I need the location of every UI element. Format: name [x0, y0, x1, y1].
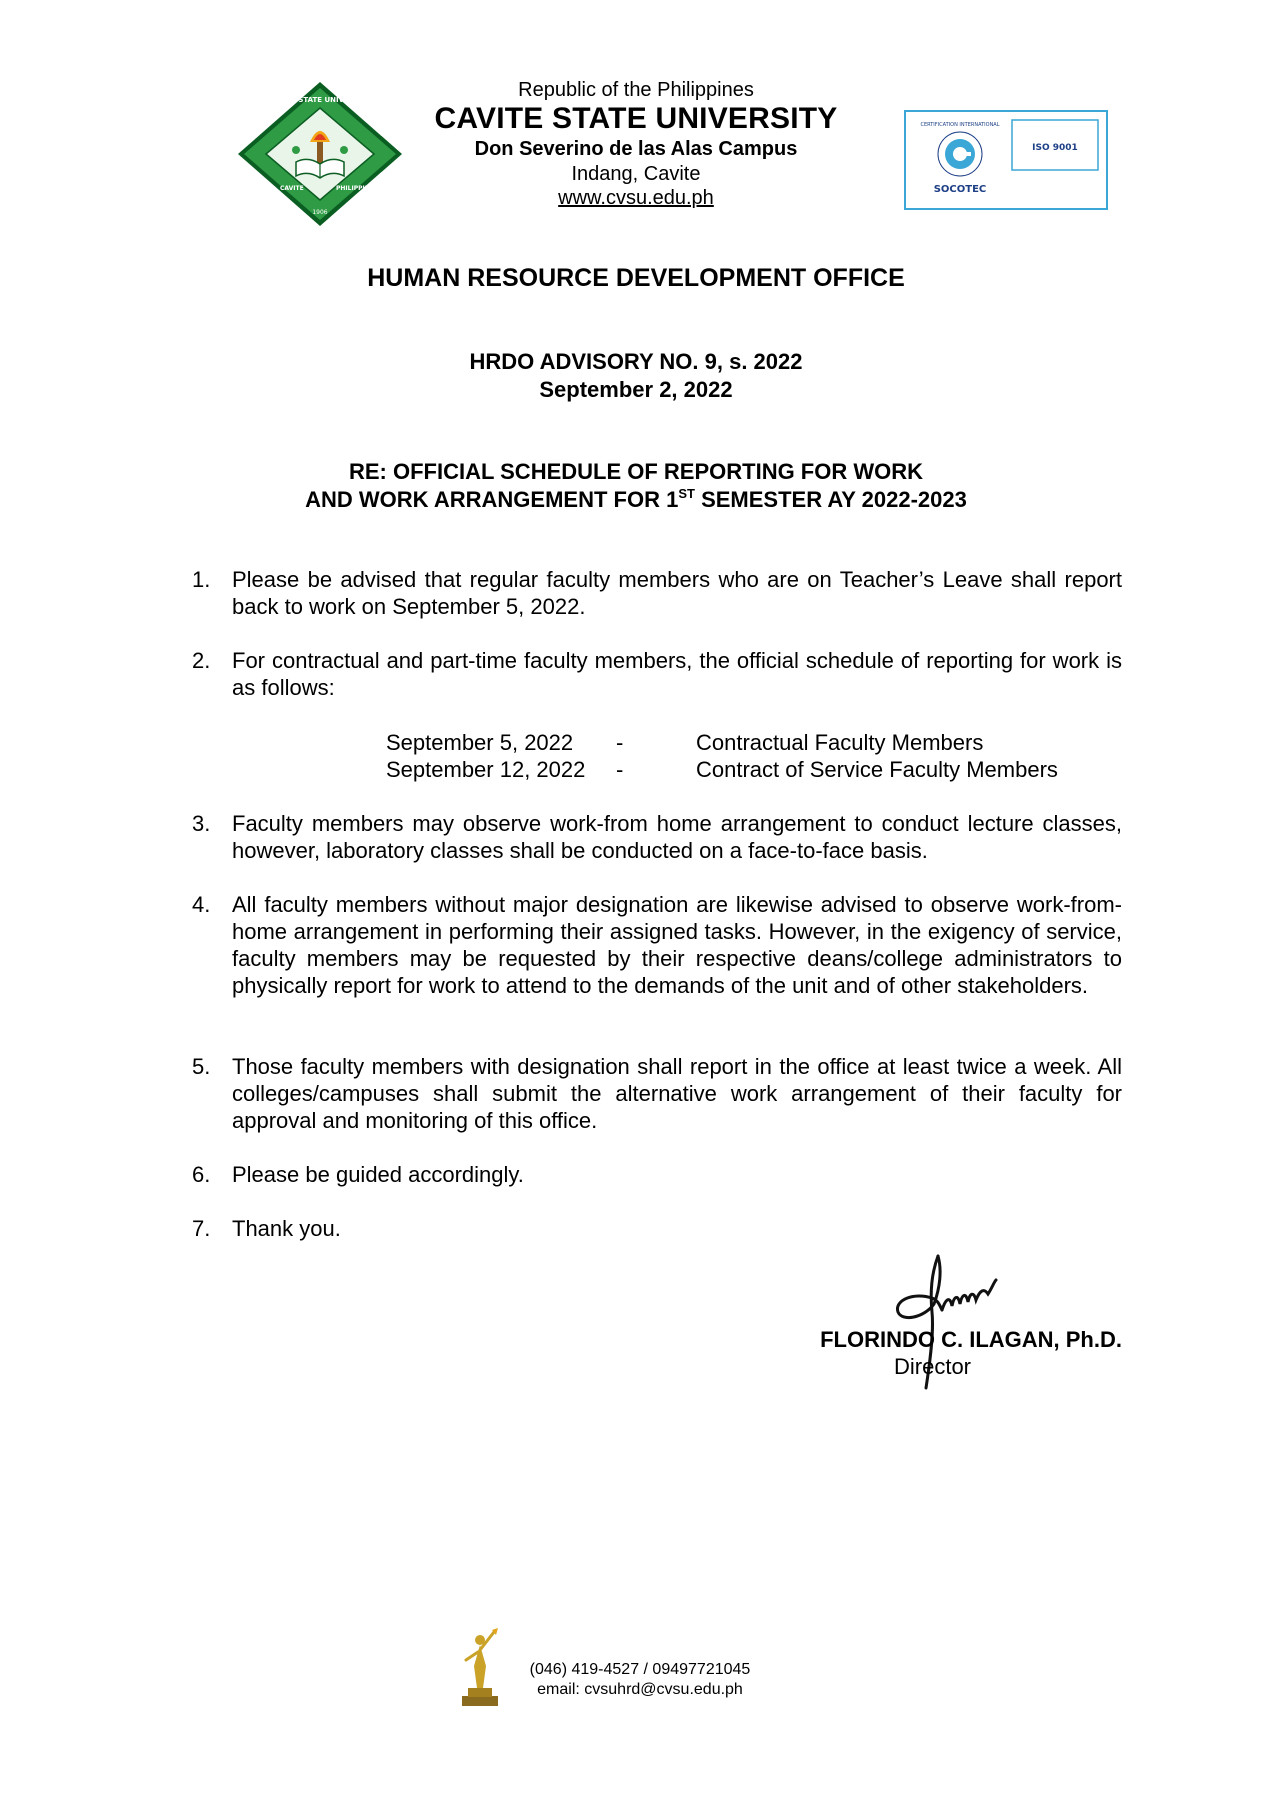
university-seal	[236, 80, 404, 228]
seal-year-text: 1906	[312, 209, 328, 216]
item-text: Faculty members may observe work-from home arrangement to conduct lecture classes, however, laboratory classes shall be conducted on a face-to-face basis.	[232, 811, 1122, 863]
schedule-row	[386, 756, 1106, 783]
item-text: Thank you.	[232, 1216, 341, 1241]
list-item	[192, 1053, 1122, 1134]
footer-phone: (046) 419-4527 / 09497721045	[529, 1661, 751, 1678]
university-name: CAVITE STATE UNIVERSITY	[434, 102, 838, 135]
cert-arc-text: CERTIFICATION INTERNATIONAL	[920, 122, 1000, 128]
item-text: Please be advised that regular faculty members who are on Teacher’s Leave shall report back to work on September 5, 2022.	[232, 567, 1122, 619]
statue-icon	[454, 1626, 506, 1708]
list-item	[192, 810, 1122, 864]
seal-left-text: CAVITE	[280, 185, 304, 192]
subject-line-2-a: AND WORK ARRANGEMENT FOR 1	[305, 487, 679, 512]
schedule-date: September 5, 2022	[386, 730, 574, 755]
socotec-label: SOCOTEC	[933, 184, 987, 195]
list-item	[192, 647, 1122, 701]
schedule-row	[386, 729, 1106, 756]
schedule-description: Contract of Service Faculty Members	[696, 757, 1058, 782]
subject-line-2-b: SEMESTER AY 2022-2023	[694, 487, 967, 512]
campus-name: Don Severino de las Alas Campus	[474, 138, 798, 160]
subject-superscript: ST	[678, 486, 695, 501]
advisory-number: HRDO ADVISORY NO. 9, s. 2022	[469, 349, 803, 374]
item-text: For contractual and part-time faculty members, the official schedule of reporting for work is as follows:	[232, 648, 1122, 700]
signatory-title: Director	[894, 1354, 972, 1379]
item-text: Please be guided accordingly.	[232, 1162, 524, 1187]
schedule-description: Contractual Faculty Members	[696, 730, 984, 755]
footer-email: email: cvsuhrd@cvsu.edu.ph	[537, 1681, 743, 1698]
item-number: 7.	[192, 1216, 211, 1241]
seal-top-text: CAVITE STATE UNIVERSITY	[268, 96, 372, 104]
signatory-name: FLORINDO C. ILAGAN, Ph.D.	[820, 1327, 1122, 1352]
advisory-date: September 2, 2022	[539, 377, 733, 402]
schedule-date: September 12, 2022	[386, 757, 586, 782]
subject-line-1: RE: OFFICIAL SCHEDULE OF REPORTING FOR WORK	[348, 459, 924, 484]
seal-right-text: PHILIPPINES	[336, 185, 379, 192]
list-item	[192, 1161, 1122, 1188]
item-text: Those faculty members with designation shall report in the office at least twice a week. All colleges/campuses shall submit the alternative work arrangement of their faculty for approval and monitoring of this office.	[232, 1054, 1122, 1133]
item-number: 3.	[192, 811, 211, 836]
schedule-table	[386, 729, 1106, 783]
subject-line-2	[0, 486, 1272, 514]
schedule-dash: -	[616, 730, 624, 755]
republic-line: Republic of the Philippines	[518, 79, 754, 101]
iso-certification-logo	[904, 110, 1108, 210]
footer-contact	[510, 1660, 770, 1700]
item-number: 5.	[192, 1054, 211, 1079]
iso-label: ISO 9001	[1032, 143, 1078, 153]
item-number: 1.	[192, 567, 211, 592]
list-item	[192, 1215, 1122, 1242]
item-number: 4.	[192, 892, 211, 917]
item-text: All faculty members without major designation are likewise advised to observe work-from-home arrangement in performing their assigned tasks. However, in the exigency of service, faculty members may be requested by their respective deans/college administrators to physically report for work to attend to the demands of the unit and of other stakeholders.	[232, 892, 1122, 998]
town-line: Indang, Cavite	[571, 163, 701, 185]
website-link[interactable]: www.cvsu.edu.ph	[558, 187, 714, 209]
list-item	[192, 566, 1122, 620]
list-item	[192, 891, 1122, 999]
letterhead	[386, 78, 886, 210]
advisory-block	[0, 348, 1272, 404]
schedule-dash: -	[616, 757, 624, 782]
item-number: 6.	[192, 1162, 211, 1187]
item-number: 2.	[192, 648, 211, 673]
office-title: HUMAN RESOURCE DEVELOPMENT OFFICE	[367, 264, 905, 292]
subject-block	[0, 458, 1272, 514]
